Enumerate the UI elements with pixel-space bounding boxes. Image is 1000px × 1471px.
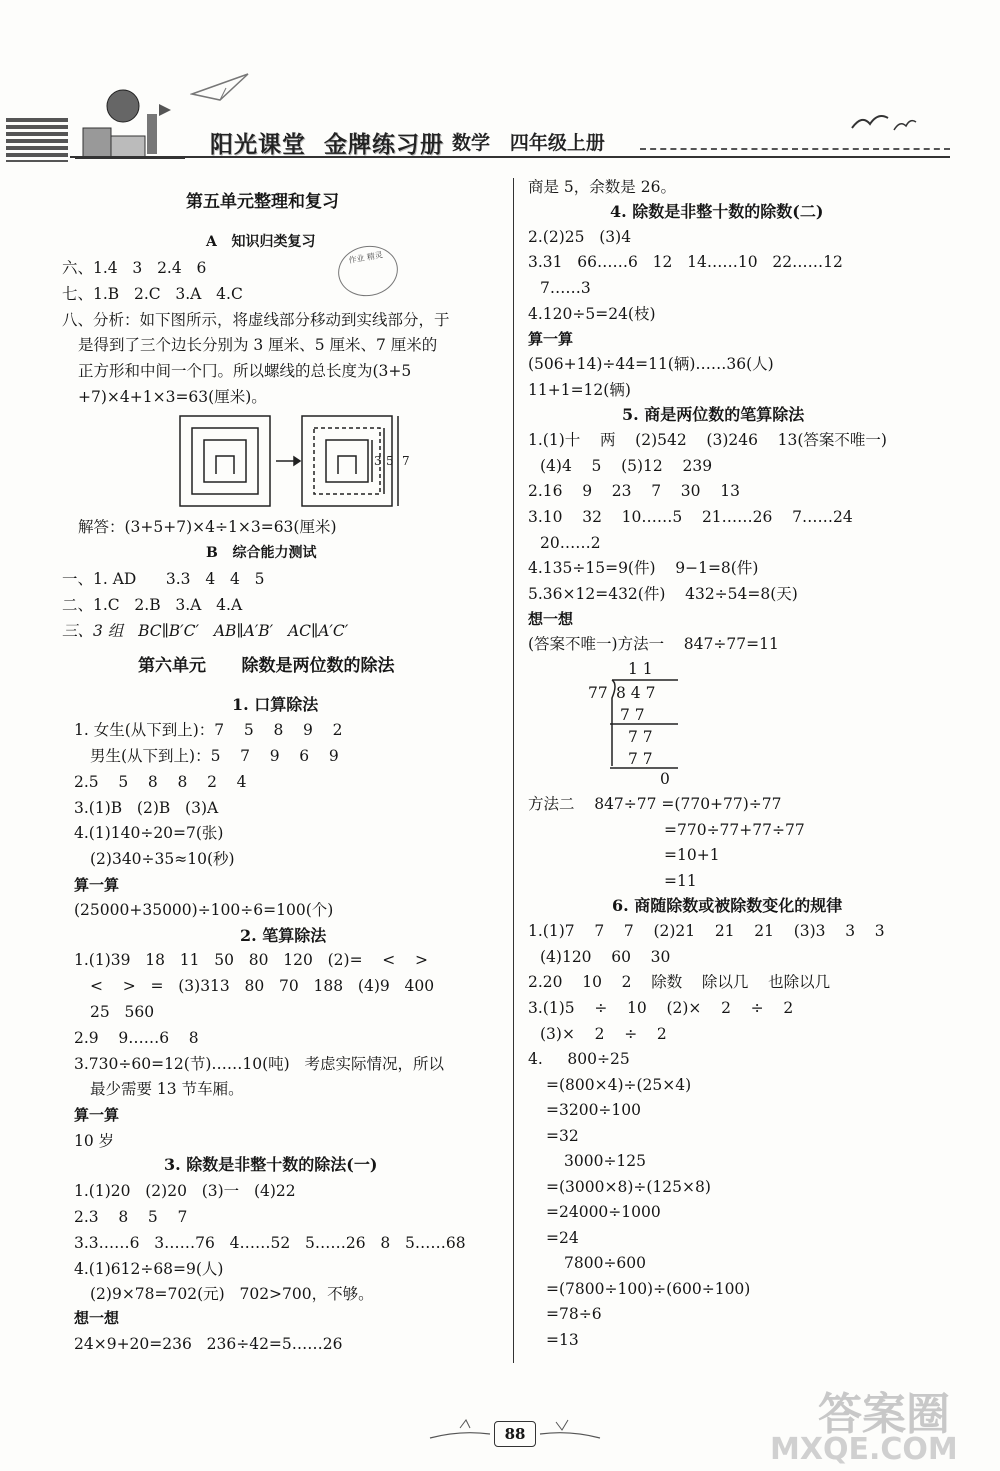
answer-line: 七、1.B 2.C 3.A 4.C (62, 285, 243, 303)
sectionA-title: A 知识归类复习 (206, 234, 316, 250)
answer-line: 正方形和中间一个冂。所以螺线的总长度为(3+5 (78, 362, 412, 380)
spiral-diagram (178, 412, 416, 512)
answer-line: 3.10 32 10……5 21……26 7……24 (528, 508, 853, 526)
answer-line: =3200÷100 (546, 1101, 642, 1119)
birds-icon (848, 108, 918, 138)
column-divider (513, 178, 514, 1363)
stamp-seal: 作业 精灵 (334, 241, 402, 301)
answer-line: 2.5 5 8 8 2 4 (74, 773, 247, 791)
answer-line: 男生(从下到上)：5 7 9 6 9 (90, 747, 339, 765)
subheading-think: 想一想 (74, 1309, 120, 1327)
answer-line: =24000÷1000 (546, 1203, 661, 1221)
header-stripe-decoration (6, 118, 68, 162)
answer-line: 25 560 (90, 1003, 155, 1021)
header-illustration-icon (75, 84, 185, 162)
answer-line: 最少需要 13 节车厢。 (90, 1080, 244, 1098)
answer-line: =11 (664, 872, 697, 890)
answer-line: 3.31 66……6 12 14……10 22……12 (528, 253, 843, 271)
answer-line: 3.(1)B (2)B (3)A (74, 799, 219, 817)
answer-line: (2)9×78=702(元) 702>700，不够。 (90, 1285, 374, 1303)
answer-line: 1. 女生(从下到上)：7 5 8 9 2 (74, 721, 343, 739)
answer-line: 1.(1)39 18 11 50 80 120 (2)= < > (74, 951, 428, 969)
answer-line: (答案不唯一)方法一 847÷77=11 (528, 635, 779, 653)
answer-line: (25000+35000)÷100÷6=100(个) (74, 901, 334, 919)
answer-line: 7800÷600 (564, 1254, 647, 1272)
answer-line: =10+1 (664, 846, 720, 864)
page-number: 88 (494, 1421, 536, 1447)
s2-title: 2. 笔算除法 (240, 926, 327, 945)
answer-line: =770÷77+77÷77 (664, 821, 805, 839)
diagram-label-5: 5 (386, 454, 394, 468)
long-division-divisor: 77 (588, 684, 608, 702)
answer-line: 3.3……6 3……76 4……52 5……26 8 5……68 (74, 1234, 466, 1252)
answer-line: (4)120 60 30 (540, 948, 671, 966)
answer-line: 3.730÷60=12(节)……10(吨) 考虑实际情况，所以 (74, 1055, 444, 1073)
long-division-remainder: 0 (660, 770, 670, 788)
answer-line: 解答：(3+5+7)×4÷1×3=63(厘米) (78, 518, 337, 536)
s3-title: 3. 除数是非整十数的除法(一) (164, 1155, 378, 1174)
answer-line: =24 (546, 1229, 579, 1247)
diagram-label-7: 7 (402, 454, 410, 468)
subheading-compute: 算一算 (74, 1106, 120, 1124)
answer-line: 11+1=12(辆) (528, 381, 631, 399)
answer-line: 六、1.4 3 2.4 6 (62, 259, 207, 277)
answer-line: (3)× 2 ÷ 2 (540, 1025, 667, 1043)
s1-title: 1. 口算除法 (232, 695, 319, 714)
long-division-dividend: 8 4 7 (616, 684, 656, 702)
header-rule (70, 156, 950, 158)
long-division-step: 7 7 (628, 728, 653, 746)
subheading-compute: 算一算 (528, 330, 574, 348)
subheading-compute: 算一算 (74, 876, 120, 894)
watermark-logo: 答案圈 (818, 1389, 950, 1440)
unit6-title: 第六单元 除数是两位数的除法 (138, 656, 395, 676)
watermark-url: MXQE.COM (770, 1432, 958, 1467)
answer-line: +7)×4+1×3=63(厘米)。 (78, 388, 267, 406)
answer-line: 2.9 9……6 8 (74, 1029, 199, 1047)
answer-line: (2)340÷35≈10(秒) (90, 850, 235, 868)
s4-title: 4. 除数是非整十数的除数(二) (610, 202, 824, 221)
answer-line: 3.(1)5 ÷ 10 (2)× 2 ÷ 2 (528, 999, 794, 1017)
answer-line: =13 (546, 1331, 579, 1349)
answer-line: 7……3 (540, 279, 591, 297)
diagram-label-3: 3 (374, 454, 382, 468)
answer-line: 2.20 10 2 除数 除以几 也除以几 (528, 973, 831, 991)
series-title: 阳光课堂 金牌练习册 (210, 132, 445, 158)
subject-grade: 数学 四年级上册 (452, 132, 605, 154)
long-division-step: 7 7 (620, 706, 645, 724)
long-division-lines (600, 676, 690, 776)
unit5-title: 第五单元整理和复习 (186, 192, 339, 212)
header-dashed-rule (640, 148, 950, 150)
answer-line: 2.16 9 23 7 30 13 (528, 482, 740, 500)
answer-line: =78÷6 (546, 1305, 602, 1323)
answer-line: 二、1.C 2.B 3.A 4.A (62, 596, 243, 614)
paper-plane-icon (190, 70, 250, 102)
answer-line: =(3000×8)÷(125×8) (546, 1178, 711, 1196)
answer-line: 3000÷125 (564, 1152, 647, 1170)
answer-line: (506+14)÷44=11(辆)……36(人) (528, 355, 774, 373)
answer-line: 4. 800÷25 (528, 1050, 630, 1068)
answer-line: 八、分析：如下图所示，将虚线部分移动到实线部分，于 (62, 311, 450, 329)
answer-line: =(7800÷100)÷(600÷100) (546, 1280, 751, 1298)
subheading-think: 想一想 (528, 610, 574, 628)
answer-line: 方法二 847÷77 =(770+77)÷77 (528, 795, 782, 813)
answer-line: 20……2 (540, 534, 601, 552)
answer-line: 一、1. AD 3.3 4 4 5 (62, 570, 265, 588)
answer-line: 24×9+20=236 236÷42=5……26 (74, 1335, 343, 1353)
answer-line: 商是 5，余数是 26。 (528, 178, 676, 196)
answer-line: 1.(1)7 7 7 (2)21 21 21 (3)3 3 3 (528, 922, 885, 940)
answer-line: 1.(1)20 (2)20 (3)一 (4)22 (74, 1182, 296, 1200)
long-division-step: 7 7 (628, 750, 653, 768)
answer-line: 4.120÷5=24(枝) (528, 305, 656, 323)
answer-line: 4.135÷15=9(件) 9−1=8(件) (528, 559, 759, 577)
answer-line: < > = (3)313 80 70 188 (4)9 400 (90, 977, 435, 995)
sectionB-title: B 综合能力测试 (206, 545, 317, 561)
answer-line: 4.(1)612÷68=9(人) (74, 1260, 224, 1278)
answer-line: =(800×4)÷(25×4) (546, 1076, 692, 1094)
answer-line: =32 (546, 1127, 579, 1145)
answer-line: (4)4 5 (5)12 239 (540, 457, 713, 475)
answer-line: 是得到了三个边长分别为 3 厘米、5 厘米、7 厘米的 (78, 336, 438, 354)
answer-line: 2.(2)25 (3)4 (528, 228, 632, 246)
answer-line: 4.(1)140÷20=7(张) (74, 824, 224, 842)
s6-title: 6. 商随除数或被除数变化的规律 (612, 896, 843, 915)
s5-title: 5. 商是两位数的笔算除法 (622, 405, 805, 424)
answer-line: 1.(1)十 两 (2)542 (3)246 13(答案不唯一) (528, 431, 887, 449)
long-division-quotient: 1 1 (628, 660, 653, 678)
answer-line: 2.3 8 5 7 (74, 1208, 188, 1226)
answer-line: 10 岁 (74, 1132, 115, 1150)
answer-line: 5.36×12=432(件) 432÷54=8(天) (528, 585, 798, 603)
answer-line: 三、3 组 BC∥B′C′ AB∥A′B′ AC∥A′C′ (62, 622, 349, 640)
